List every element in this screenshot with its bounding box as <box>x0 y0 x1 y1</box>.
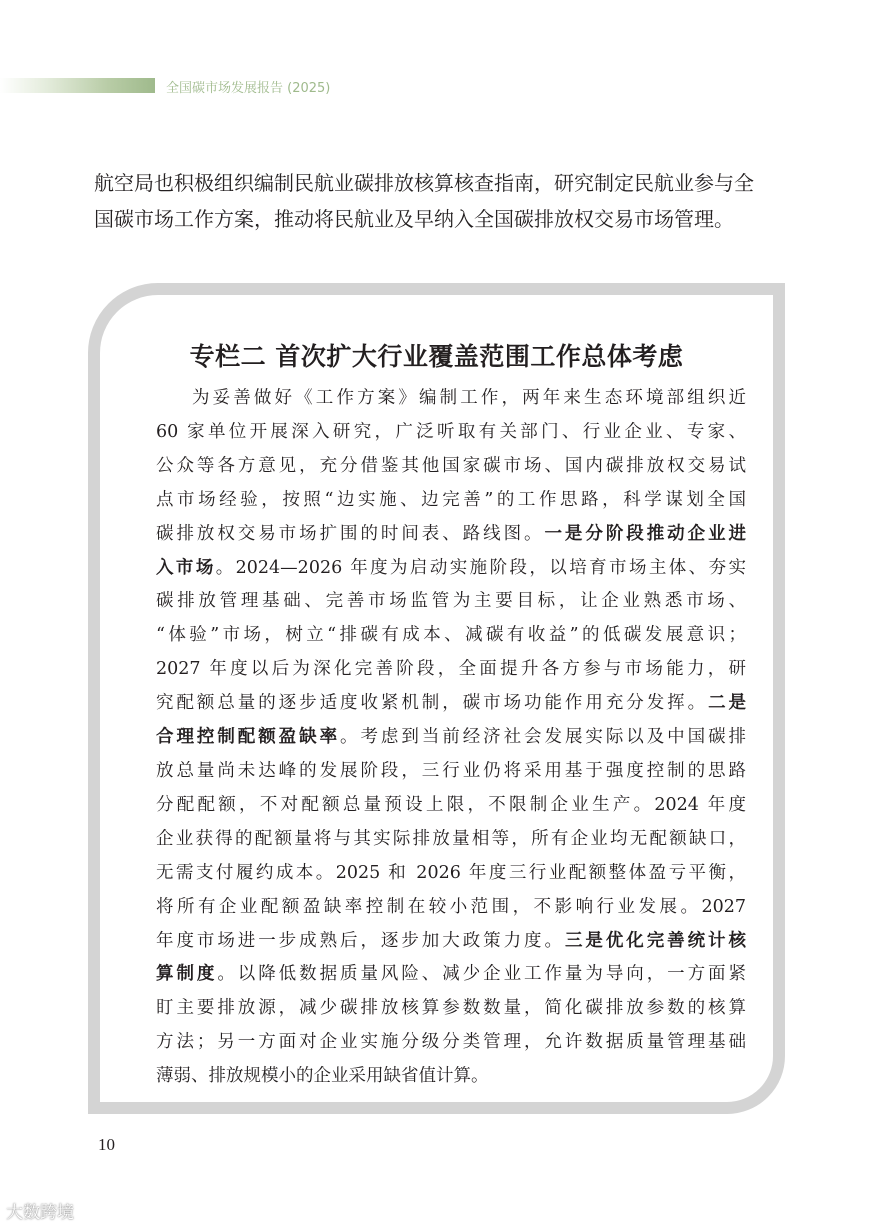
box-body-line <box>156 891 746 925</box>
box-body-paragraph <box>156 382 746 1094</box>
watermark-logo: 大数跨境 <box>6 1203 74 1223</box>
text-segment: 点市场经验，按照“边实施、边完善”的工作思路，科学谋划全国 <box>156 489 746 510</box>
box-body-line <box>156 721 746 755</box>
text-segment: 企业获得的配额量将与其实际排放量相等，所有企业均无配额缺口， <box>156 828 746 849</box>
intro-line: 航空局也积极组织编制民航业碳排放核算核查指南，研究制定民航业参与全 <box>94 171 754 195</box>
bold-keyphrase: 三是优化完善统计核 <box>564 930 747 951</box>
bold-keyphrase: 二是 <box>708 693 747 714</box>
text-segment: 公众等各方意见，充分借鉴其他国家碳市场、国内碳排放权交易试 <box>156 455 746 476</box>
box-body-line <box>156 382 746 416</box>
running-header-title: 全国碳市场发展报告 (2025) <box>166 81 331 96</box>
bold-keyphrase: 算制度 <box>156 964 218 985</box>
text-segment: “体验”市场，树立“排碳有成本、减碳有收益”的低碳发展意识； <box>156 625 746 646</box>
box-body-line <box>156 552 746 586</box>
text-segment: 无需支付履约成本。2025 和 2026 年度三行业配额整体盈亏平衡， <box>156 862 746 883</box>
text-segment: 方法；另一方面对企业实施分级分类管理，允许数据质量管理基础 <box>156 1032 746 1053</box>
text-segment: 。以降低数据质量风险、减少企业工作量为导向，一方面紧 <box>217 964 747 985</box>
bold-keyphrase: 合理控制配额盈缺率 <box>156 727 341 748</box>
text-segment: 碳排放权交易市场扩围的时间表、路线图。 <box>156 523 545 544</box>
text-segment: 分配配额，不对配额总量预设上限，不限制企业生产。2024 年度 <box>156 794 746 815</box>
box-body-line <box>156 755 746 789</box>
box-body-line <box>156 857 746 891</box>
text-segment: 为妥善做好《工作方案》编制工作，两年来生态环境部组织近 <box>192 388 746 408</box>
text-segment: 。2024—2026 年度为启动实施阶段，以培育市场主体、夯实 <box>215 557 746 578</box>
text-segment: 2027 年度以后为深化完善阶段，全面提升各方参与市场能力，研 <box>156 659 746 680</box>
box-title: 专栏二 首次扩大行业覆盖范围工作总体考虑 <box>189 342 684 371</box>
text-segment: 薄弱、排放规模小的企业采用缺省值计算。 <box>156 1066 489 1087</box>
box-body-line <box>156 1026 746 1060</box>
text-segment: 盯主要排放源，减少碳排放核算参数数量，简化碳排放参数的核算 <box>156 998 746 1019</box>
box-body-line <box>156 416 746 450</box>
text-segment: 将所有企业配额盈缺率控制在较小范围，不影响行业发展。2027 <box>156 896 746 917</box>
intro-line: 国碳市场工作方案，推动将民航业及早纳入全国碳排放权交易市场管理。 <box>94 207 734 231</box>
text-segment: 究配额总量的逐步适度收紧机制，碳市场功能作用充分发挥。 <box>156 693 709 714</box>
box-body-line <box>156 518 746 552</box>
box-body-line <box>156 1060 746 1094</box>
box-body-line <box>156 789 746 823</box>
box-body-line <box>156 823 746 857</box>
box-body-line <box>156 653 746 687</box>
text-segment: 碳排放管理基础、完善市场监管为主要目标，让企业熟悉市场、 <box>156 591 746 612</box>
text-segment: 年度市场进一步成熟后，逐步加大政策力度。 <box>156 930 565 951</box>
box-body-line <box>156 992 746 1026</box>
sidebar-box-column-2 <box>88 283 785 1114</box>
box-body-line <box>156 619 746 653</box>
header-accent-bar <box>0 78 155 93</box>
box-body-line <box>156 687 746 721</box>
text-segment: 。考虑到当前经济社会发展实际以及中国碳排 <box>340 727 747 748</box>
text-segment: 60 家单位开展深入研究，广泛听取有关部门、行业企业、专家、 <box>156 421 746 442</box>
text-segment: 放总量尚未达峰的发展阶段，三行业仍将采用基于强度控制的思路 <box>156 760 746 781</box>
box-body-line <box>156 484 746 518</box>
box-body-line <box>156 585 746 619</box>
intro-paragraph <box>94 165 794 237</box>
box-body-line <box>156 958 746 992</box>
box-body-line <box>156 925 746 959</box>
bold-keyphrase: 一是分阶段推动企业进 <box>544 523 747 544</box>
page-number: 10 <box>98 1135 115 1154</box>
bold-keyphrase: 入市场 <box>156 557 216 578</box>
box-body-line <box>156 450 746 484</box>
